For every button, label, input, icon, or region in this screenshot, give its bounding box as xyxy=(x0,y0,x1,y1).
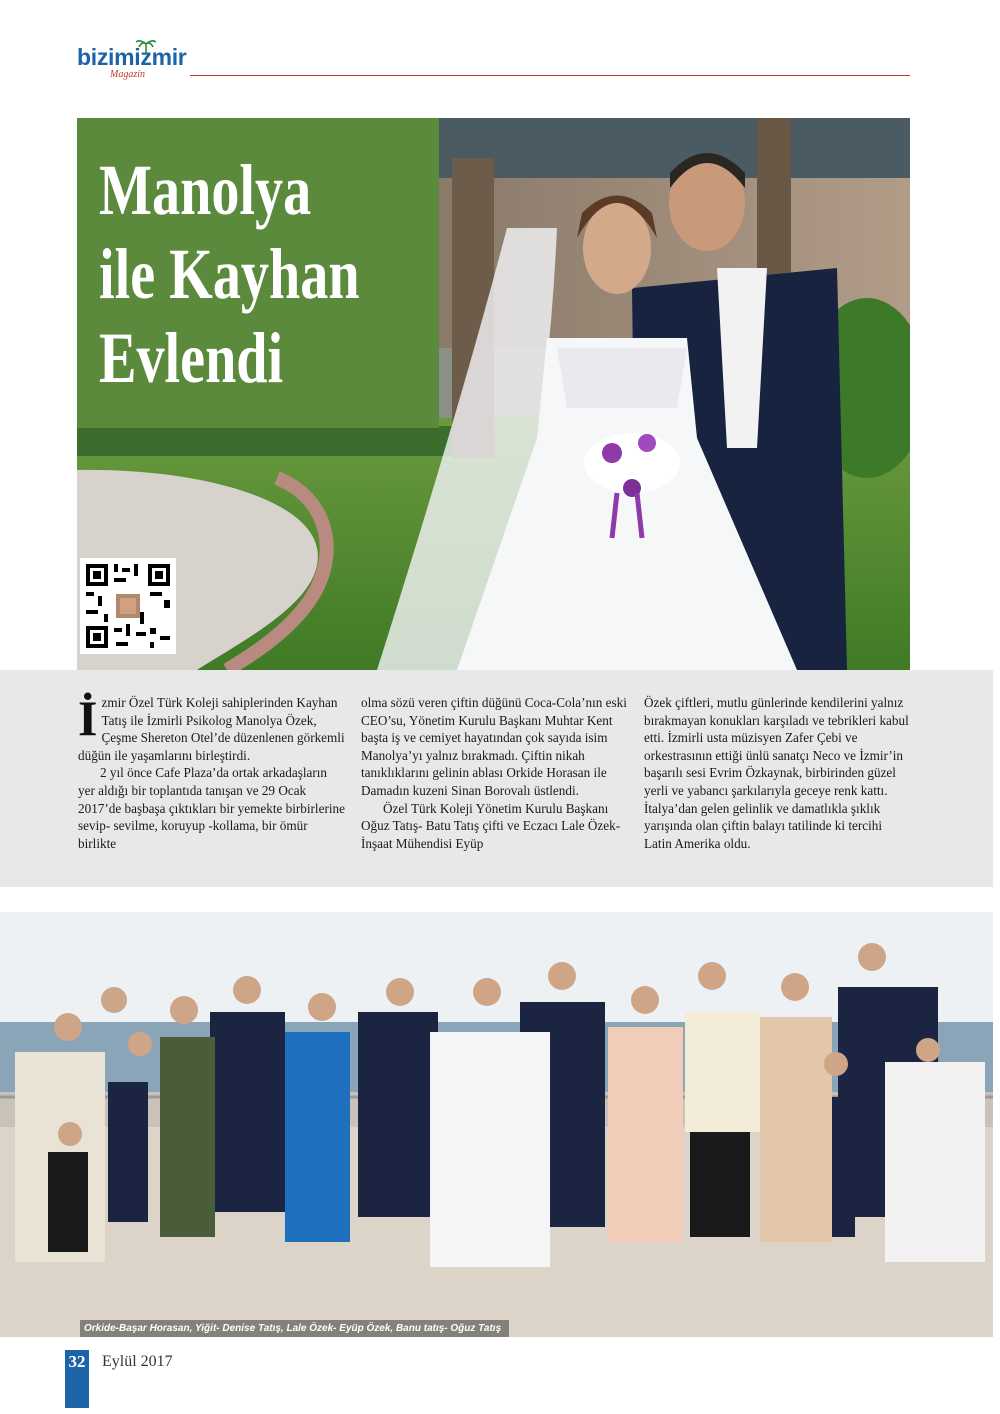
drop-cap: İ xyxy=(78,690,98,746)
magazine-logo xyxy=(77,44,207,86)
palm-tree-icon xyxy=(136,38,156,54)
qr-code[interactable] xyxy=(80,558,176,654)
title-box xyxy=(77,118,439,428)
article-column-3 xyxy=(644,694,912,852)
article-title-line-2: ile Kayhan xyxy=(99,234,360,314)
article-title-line-3: Evlendi xyxy=(99,318,284,398)
paragraph: zmir Özel Türk Koleji sahiplerinden Kayhan Tatış ile İzmirli Psikolog Manolya Özek, Çeşme Shereton Otel’de düzenlenen görkemli düğün ile yaşamlarını birleştirdi. xyxy=(78,695,345,763)
header-rule xyxy=(190,75,910,76)
paragraph: 2 yıl önce Cafe Plaza’da ortak arkadaşların yer aldığı bir toplantıda tanışan ve 29 Ocak 2017’de başbaşa çıktıkları bir yemekte birbirlerine sevip- sevilme, koruyup -kollama, bir ömür birlikte xyxy=(78,765,345,851)
article-column-2 xyxy=(361,694,629,852)
paragraph: olma sözü veren çiftin düğünü Coca-Cola’nın eski CEO’su, Yönetim Kurulu Başkanı Muhtar Kent başta iş ve cemiyet hayatından çok sayıda isim Manolya’yı yalnız bırakmadı. Çiftin nikah tanıklıklarını gelinin ablası Orkide Horasan ile Damadın kuzeni Sinan Borovalı üstlendi. xyxy=(361,695,627,798)
issue-date: Eylül 2017 xyxy=(102,1353,173,1370)
article-column-1 xyxy=(78,690,346,852)
paragraph: Özel Türk Koleji Yönetim Kurulu Başkanı Oğuz Tatış- Batu Tatış çifti ve Eczacı Lale Özek- İnşaat Mühendisi Eyüp xyxy=(361,800,621,851)
article-title-line-1: Manolya xyxy=(99,150,312,230)
logo-text: bizimizmir xyxy=(77,44,187,70)
group-photo xyxy=(0,912,993,1337)
page-number: 32 xyxy=(68,1352,86,1371)
logo-subtitle: Magazin xyxy=(110,69,145,80)
paragraph: Özek çiftleri, mutlu günlerinde kendilerini yalnız bırakmayan konukları karşıladı ve tebrikleri kabul etti. İzmirli usta müzisyen Zafer Çebi ve orkestrasının ettiği ünlü sanatçı Neco ve İzmir’in başarılı sesi Evrim Özkaynak, birbirinden güzel yerli ve yabancı şarkılarıyla geceye renk kattı. İtalya’dan gelen gelinlik ve damatlıkla şıklık yarışında olan çiftin balayı tatilinde ki tercihi Latin Amerika oldu. xyxy=(644,695,909,851)
photo-caption: Orkide-Başar Horasan, Yiğit- Denise Tatış, Lale Özek- Eyüp Özek, Banu tatış- Oğuz Tatış xyxy=(80,1320,509,1337)
